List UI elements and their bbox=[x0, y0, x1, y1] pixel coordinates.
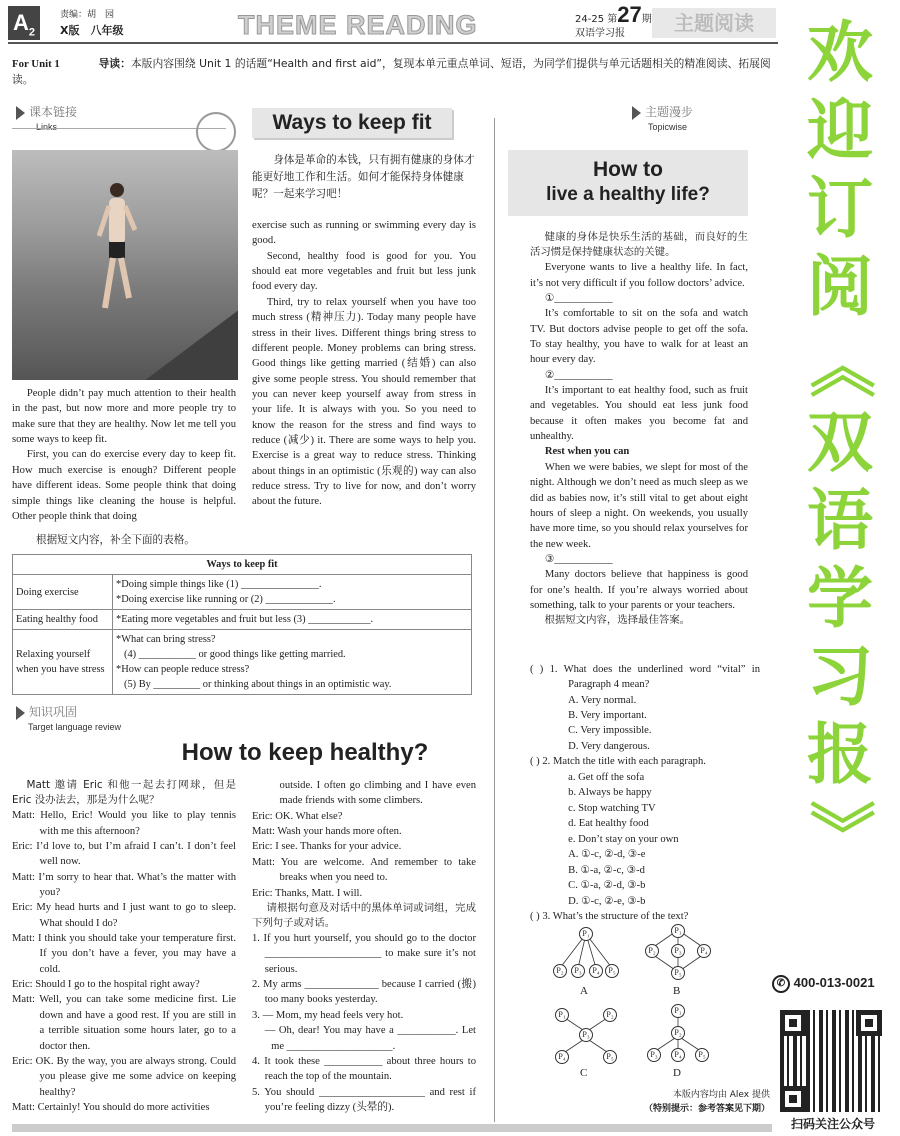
node-p5: P₅ bbox=[671, 966, 685, 980]
page-logo: $A_2$ bbox=[8, 6, 40, 40]
page-section-title: 主题阅读 bbox=[652, 8, 776, 38]
issue-year: 24-25 bbox=[575, 14, 605, 25]
section2-title: How to keep healthy? bbox=[181, 739, 429, 766]
section3-body bbox=[530, 230, 748, 629]
node-p4: P₄ bbox=[589, 964, 603, 978]
table-row: Doing exercise *Doing simple things like (1) _______________. *Doing exercise like running or (2) _____________. bbox=[13, 575, 472, 610]
s3-paragraph-1: Everyone wants to live a healthy life. In fact, it’s not very difficult if you follow doctors’ advice. bbox=[530, 262, 748, 289]
dialogue-line: Eric: OK. By the way, you are always strong. Could you please give me some advice on keeping healthy? bbox=[12, 1055, 236, 1098]
s1-paragraph-2-cont: exercise such as running or swimming every day is good. bbox=[252, 220, 476, 247]
node-p2: P₂ bbox=[671, 1026, 685, 1040]
section1-intro: 身体是革命的本钱，只有拥有健康的身体才能更好地工作和生活。如何才能保持身体健康呢？一起来学习吧！ bbox=[252, 154, 475, 200]
option: C. Very impossible. bbox=[568, 725, 652, 737]
question: 2. My arms ______________ because I carried (搬) too many books yesterday. bbox=[252, 979, 476, 1006]
node-p3: P₃ bbox=[579, 1028, 593, 1042]
q2-items bbox=[530, 770, 760, 910]
review-tab: 知识巩固 Target language review bbox=[16, 704, 121, 734]
section1-col1 bbox=[12, 386, 236, 524]
fill-task: 请根据句意及对话中的黑体单词或词组，完成下列句子或对话。 bbox=[252, 901, 476, 929]
s3-paragraph-3: It’s important to eat healthy food, such as fruit and vegetables. You should eat less junk food because it often makes you become fat and unhealthy. bbox=[530, 385, 748, 443]
s1-paragraph-1: People didn’t pay much attention to their health in the past, but now more and more people try to make sure that they are healthy. Now let me tell you some ways to keep fit. bbox=[12, 388, 236, 446]
dialogue-line: Matt: I’m sorry to hear that. What’s the matter with you? bbox=[12, 871, 236, 898]
node-p1: P₁ bbox=[555, 1008, 569, 1022]
match-item: d. Eat healthy food bbox=[568, 818, 649, 830]
dialogue-line: Eric: I’d love to, but I’m afraid I can’t. I don’t feel well now. bbox=[12, 840, 236, 868]
issue-number: 27 bbox=[617, 2, 642, 27]
q1-options bbox=[530, 693, 760, 754]
dialogue-col1 bbox=[12, 778, 236, 1115]
mc-question-3: ( ) 3. What’s the structure of the text? bbox=[530, 911, 689, 923]
s1-paragraph-3: Second, healthy food is good for you. You should eat more vegetables and fruit but less junk food every day. bbox=[252, 250, 476, 293]
tab-rule bbox=[12, 128, 226, 129]
dialogue-line: outside. I often go climbing and I have even made friends with some climbers. bbox=[279, 780, 476, 807]
option: D. Very dangerous. bbox=[568, 740, 650, 752]
node-p3: P₃ bbox=[671, 944, 685, 958]
question: 5. You should ____________________ and rest if you’re feeling dizzy (头晕的). bbox=[252, 1086, 476, 1113]
dialogue-line: Matt: Well, you can take some medicine first. Lie down and have a good rest. If you are still in a terrible situation some hours later, go to a doctor then. bbox=[12, 994, 236, 1052]
mc-task: 根据短文内容，选择最佳答案。 bbox=[544, 614, 691, 627]
footer-bar bbox=[12, 1124, 772, 1132]
runner-figure bbox=[97, 180, 137, 320]
match-item: e. Don’t stay on your own bbox=[568, 833, 679, 845]
section1-col2 bbox=[252, 218, 476, 510]
node-p2: P₂ bbox=[553, 964, 567, 978]
dialogue-line: Matt: Hello, Eric! Would you like to play tennis with me this afternoon? bbox=[12, 810, 236, 837]
s3-paragraph-5: Many doctors believe that happiness is good for one’s health. If you’re always worried about something, talk to your parents or your teachers. bbox=[530, 569, 748, 612]
table-row: Relaxing yourself when you have stress *What can bring stress? (4) ___________ or good things like getting married. *How can people reduce stress? (5) By _________ or thinking about things in an optimistic way. bbox=[13, 630, 472, 695]
runner-photo bbox=[12, 150, 238, 380]
table-title: Ways to keep fit bbox=[13, 555, 472, 575]
subscription-ad: 欢 迎 订 阅 《 双 语 学 习 报 》 bbox=[802, 14, 879, 866]
s1-paragraph-2: First, you can do exercise every day to keep fit. How much exercise is enough? Different people have different ideas. Some people think that doing simple things like cleaning the house is helpful. Other people think that doing bbox=[12, 449, 236, 522]
node-p5: P₅ bbox=[603, 1050, 617, 1064]
ring-decoration bbox=[196, 112, 236, 152]
dialogue-line: Matt: Certainly! You should do more activities bbox=[12, 1101, 210, 1113]
credit-line: 本版内容均由 Alex 提供 bbox=[672, 1090, 770, 1100]
table-task: 根据短文内容，补全下面的表格。 bbox=[36, 534, 195, 546]
unit-label: For Unit 1 bbox=[12, 58, 60, 70]
qr-code[interactable] bbox=[780, 1010, 882, 1112]
dialogue-line: Matt: You are welcome. And remember to take breaks when you need to. bbox=[252, 856, 476, 884]
node-p4: P₄ bbox=[697, 944, 711, 958]
section1-title: Ways to keep fit bbox=[252, 108, 452, 138]
option: A. Very normal. bbox=[568, 694, 637, 706]
mc-question-1: ( ) 1. What does the underlined word “vital” in Paragraph 4 mean? bbox=[530, 664, 760, 691]
node-p1: P₁ bbox=[579, 927, 593, 941]
node-p4: P₄ bbox=[555, 1050, 569, 1064]
column-rule bbox=[494, 118, 495, 1122]
dialogue-line: Eric: Thanks, Matt. I will. bbox=[252, 887, 363, 899]
option: D. ①-c, ②-e, ③-b bbox=[568, 895, 646, 907]
note-icon bbox=[632, 106, 641, 120]
question: — Oh, dear! You may have a ___________. Let me ____________________. bbox=[264, 1025, 476, 1052]
dialogue-line: Eric: My head hurts and I just want to go to sleep. What should I do? bbox=[12, 902, 236, 929]
node-p5: P₅ bbox=[695, 1048, 709, 1062]
section3-title-line1: How to bbox=[593, 158, 663, 181]
node-p2: P₂ bbox=[645, 944, 659, 958]
node-p4: P₄ bbox=[671, 1048, 685, 1062]
s3-heading-4: Rest when you can bbox=[544, 446, 630, 458]
diagram-label-b: B bbox=[673, 985, 681, 997]
question: 3. — Mom, my head feels very hot. bbox=[252, 1009, 404, 1021]
diagram-label-d: D bbox=[673, 1067, 681, 1079]
diagram-label-c: C bbox=[580, 1067, 588, 1079]
option: B. ①-a, ②-c, ③-d bbox=[568, 864, 645, 876]
topicwise-tab: 主题漫步 Topicwise bbox=[632, 104, 693, 134]
option: A. ①-c, ②-d, ③-e bbox=[568, 849, 646, 861]
match-item: a. Get off the sofa bbox=[568, 771, 645, 783]
node-p2: P₂ bbox=[603, 1008, 617, 1022]
pencil-icon bbox=[16, 706, 25, 720]
blank-1: ①___________ bbox=[544, 292, 613, 304]
node-p3: P₃ bbox=[571, 964, 585, 978]
edition-line: X版 八年级 bbox=[60, 24, 124, 37]
node-p1: P₁ bbox=[671, 924, 685, 938]
links-tab: 课本链接 Links bbox=[16, 104, 77, 134]
node-p5: P₅ bbox=[605, 964, 619, 978]
phone-number: ✆ 400-013-0021 bbox=[772, 974, 897, 993]
dialogue-line: Matt: Wash your hands more often. bbox=[252, 826, 402, 838]
blank-2: ②___________ bbox=[544, 369, 613, 381]
table-row: Eating healthy food *Eating more vegetables and fruit but less (3) ____________. bbox=[13, 610, 472, 630]
dialogue-intro: Matt 邀请 Eric 和他一起去打网球，但是 Eric 没办法去，那是为什么呢？ bbox=[12, 779, 236, 807]
mc-question-2: ( ) 2. Match the title with each paragraph. bbox=[530, 756, 706, 768]
lead-paragraph: For Unit 1 导读：本版内容围绕 Unit 1 的话题“Health and first aid”，复现本单元重点单词、短语，为同学们提供与单元话题相关的精准阅读、拓展阅读。 bbox=[12, 57, 771, 86]
issue-info: 24-25 第27期 双语学习报 bbox=[575, 2, 652, 39]
question: 4. It took these ___________ about three hours to reach the top of the mountain. bbox=[252, 1055, 476, 1083]
dialogue-col2 bbox=[252, 778, 476, 1115]
paper-name: 双语学习报 bbox=[575, 28, 625, 39]
phone-icon: ✆ bbox=[772, 975, 790, 993]
theme-banner: THEME READING bbox=[238, 10, 478, 40]
section3-title-line2: live a healthy life? bbox=[546, 184, 710, 205]
match-item: b. Always be happy bbox=[568, 787, 652, 799]
s1-paragraph-4: Third, try to relax yourself when you have too much stress (精神压力). Today many people have stress in their lives. Different things bring stress to different people. Money problems can bring stress. Good things like getting married (结婚) can also give some people stress. You should remember that you can never keep yourself away from stress in your life. It is always with you. So you need to know the reason for the stress and find ways to reduce (减少) it. There are some ways to help you. Exercise is a great way to reduce stress. Thinking about things in an optimistic (乐观的) way can also reduce stress. Try to live for now, and don’t worry about the future. bbox=[252, 296, 476, 508]
answer-note: （特别提示：参考答案见下期） bbox=[643, 1104, 770, 1114]
dialogue-line: Eric: I see. Thanks for your advice. bbox=[252, 841, 402, 853]
s3-paragraph-2: It’s comfortable to sit on the sofa and watch TV. But doctors advise people to get off the sofa. To stay healthy, you have to walk for at least an hour every day. bbox=[530, 308, 748, 366]
match-item: c. Stop watching TV bbox=[568, 802, 656, 814]
structure-diagrams bbox=[540, 924, 750, 1084]
blank-3: ③___________ bbox=[544, 553, 613, 565]
dialogue-line: Eric: Should I go to the hospital right away? bbox=[12, 979, 200, 991]
dialogue-line: Matt: I think you should take your temperature first. If you don’t have a fever, you may have a cold. bbox=[12, 933, 236, 975]
credit-block bbox=[600, 1088, 770, 1116]
qr-caption: 扫码关注公众号 bbox=[790, 1117, 875, 1131]
node-p3: P₃ bbox=[647, 1048, 661, 1062]
questions-block bbox=[530, 662, 760, 924]
node-p1: P₁ bbox=[671, 1004, 685, 1018]
option: B. Very important. bbox=[568, 710, 647, 722]
diagram-label-a: A bbox=[580, 985, 588, 997]
ways-table bbox=[12, 554, 472, 695]
dialogue-line: Eric: OK. What else? bbox=[252, 810, 343, 822]
cursor-icon bbox=[16, 106, 25, 120]
section3-title-box bbox=[508, 150, 748, 216]
s3-paragraph-4: When we were babies, we slept for most of the night. Although we don’t need as much sleep as we did as babies now, it’s still vital to get about eight hours of sleep a night. On weekends, you usually have more time, so you should relax yourselves for the new week. bbox=[530, 461, 748, 550]
question: 1. If you hurt yourself, you should go to the doctor ______________________ to make sure it’s not serious. bbox=[252, 933, 476, 975]
s3-intro: 健康的身体是快乐生活的基础，而良好的生活习惯是保持健康状态的关键。 bbox=[530, 231, 748, 259]
header-info bbox=[60, 8, 123, 38]
editor-line: 责编：胡 园 bbox=[60, 10, 115, 20]
option: C. ①-a, ②-d, ③-b bbox=[568, 880, 646, 892]
